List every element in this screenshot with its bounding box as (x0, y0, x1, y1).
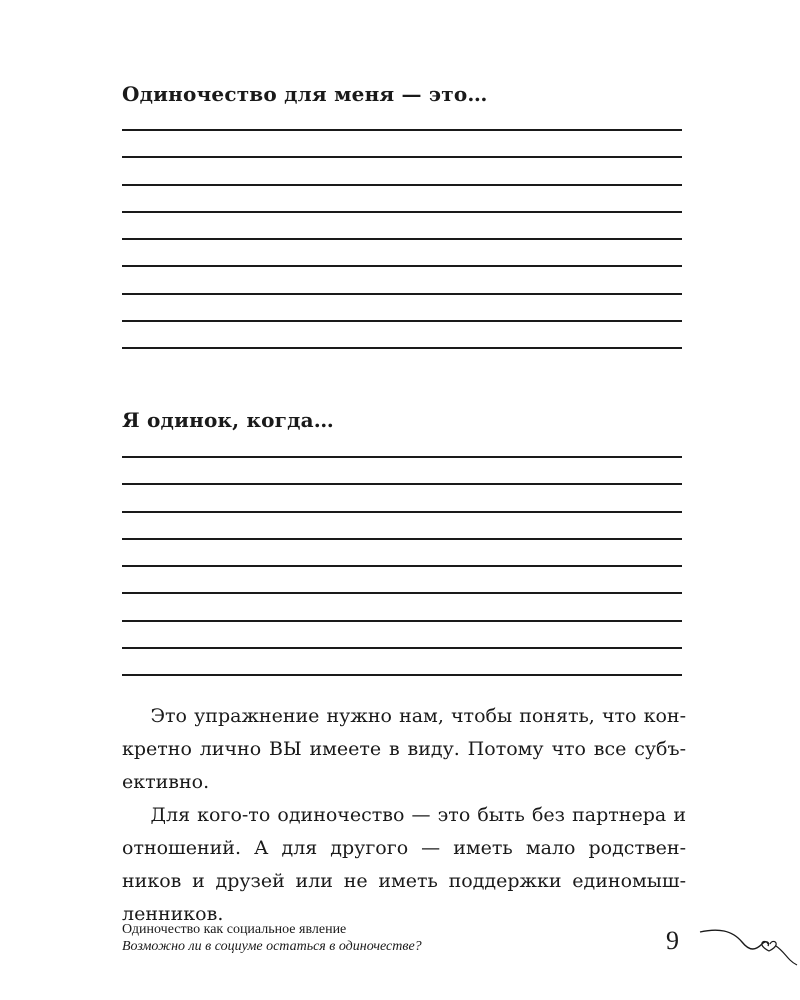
writing-line (122, 211, 682, 213)
writing-line (122, 320, 682, 322)
writing-line (122, 592, 682, 594)
writing-line (122, 293, 682, 295)
writing-line (122, 265, 682, 267)
heart-swirl-icon (698, 920, 798, 970)
footer-title: Одиночество как социальное явление (122, 922, 347, 937)
writing-line (122, 184, 682, 186)
writing-line (122, 483, 682, 485)
body-paragraph (122, 700, 686, 799)
writing-line (122, 647, 682, 649)
writing-line (122, 565, 682, 567)
body-paragraph-text: Для кого-то одиночество — это быть без партнера и отношений. А для другого — иметь мало родственников и друзей или не иметь поддержки единомышленников. (122, 804, 686, 925)
writing-line (122, 674, 682, 676)
writing-line (122, 456, 682, 458)
prompt-loneliness-for-me: Одиночество для меня — это… (122, 82, 488, 106)
writing-line (122, 238, 682, 240)
body-paragraph-text: Это упражнение нужно нам, чтобы понять, что конкретно лично ВЫ имеете в виду. Потому что все субъективно. (122, 705, 686, 793)
footer-subtitle: Возможно ли в социуме остаться в одиночестве? (122, 939, 422, 954)
running-footer (122, 921, 422, 955)
page-number: 9 (666, 926, 679, 955)
writing-line (122, 347, 682, 349)
writing-line (122, 538, 682, 540)
writing-lines-2[interactable] (122, 456, 682, 702)
writing-line (122, 511, 682, 513)
writing-line (122, 620, 682, 622)
writing-lines-1[interactable] (122, 129, 682, 375)
body-text (122, 700, 686, 931)
writing-line (122, 129, 682, 131)
body-paragraph (122, 799, 686, 931)
prompt-lonely-when: Я одинок, когда… (122, 408, 334, 432)
writing-line (122, 156, 682, 158)
